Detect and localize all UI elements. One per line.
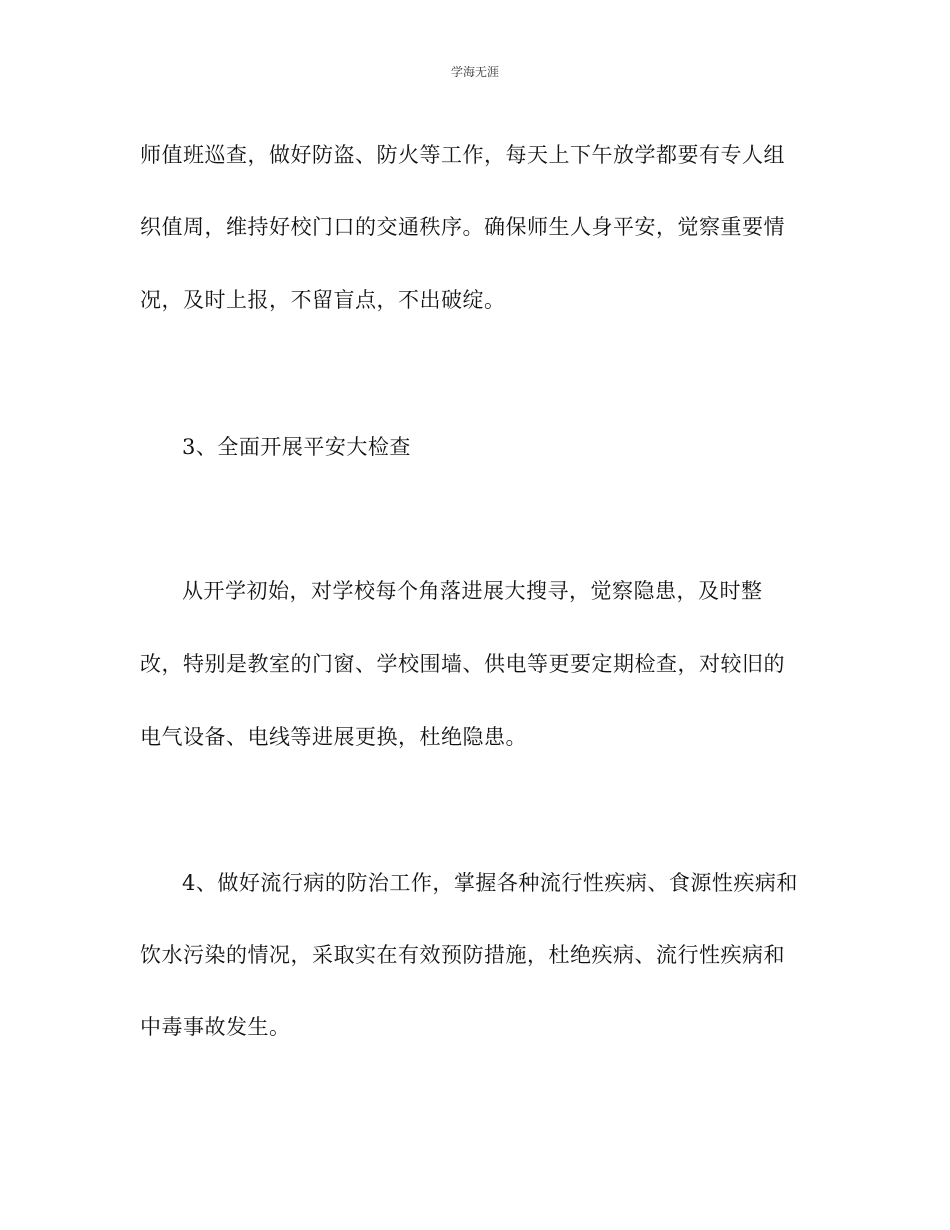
paragraph-1-line-3: 况，及时上报，不留盲点，不出破绽。 [140,288,506,312]
paragraph-1-line-1: 师值班巡查，做好防盗、防火等工作，每天上下午放学都要有专人组 [140,143,785,167]
paragraph-4-line-1: 4、做好流行病的防治工作，掌握各种流行性疾病、食源性疾病和 [182,871,798,895]
paragraph-1-line-2: 织值周，维持好校门口的交通秩序。确保师生人身平安，觉察重要情 [140,215,785,239]
paragraph-4-line-3: 中毒事故发生。 [140,1015,291,1039]
paragraph-3-line-1: 从开学初始，对学校每个角落进展大搜寻，觉察隐患，及时整 [182,579,763,603]
page-header: 学海无涯 [450,65,499,79]
paragraph-3-line-3: 电气设备、电线等进展更换，杜绝隐患。 [140,725,527,749]
paragraph-4-line-2: 饮水污染的情况，采取实在有效预防措施，杜绝疾病、流行性疾病和 [140,943,785,967]
paragraph-3-line-2: 改，特别是教室的门窗、学校围墙、供电等更要定期检查，对较旧的 [140,652,785,676]
section-heading-3: 3、全面开展平安大检查 [182,435,411,459]
